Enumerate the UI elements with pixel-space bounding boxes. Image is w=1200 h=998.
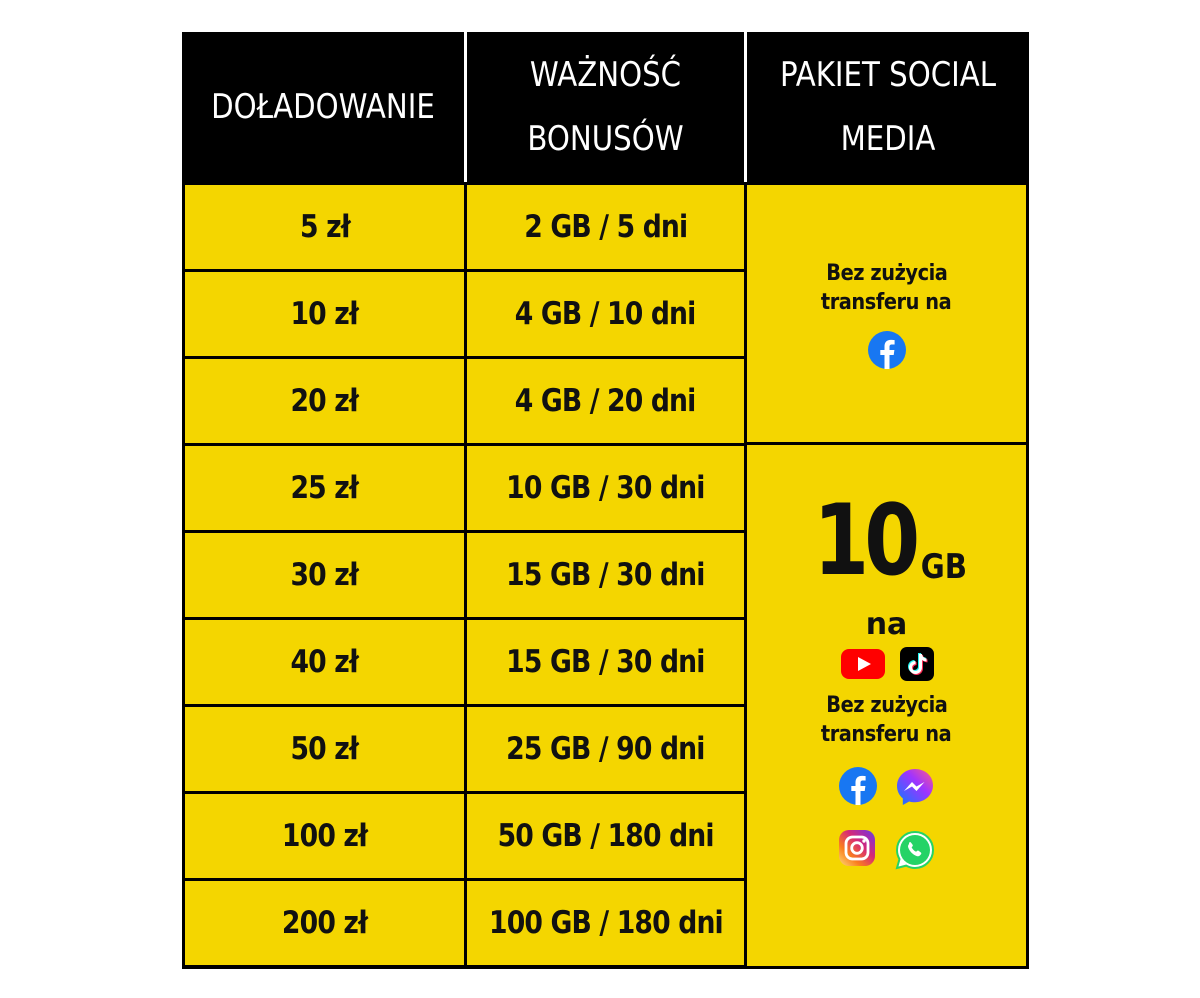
- big-unit: GB: [920, 547, 967, 587]
- bonus-cell-label: 100 GB / 180 dni: [488, 905, 723, 941]
- no-transfer-line1: Bez zużycia: [825, 260, 948, 286]
- bonus-cell: [467, 359, 744, 443]
- header-pakiet-line2: MEDIA: [840, 119, 936, 159]
- social-package-group-1: [747, 185, 1026, 442]
- big-data-amount: [802, 484, 970, 598]
- amount-cell: [185, 707, 464, 791]
- amount-cell-label: 25 zł: [290, 470, 359, 506]
- messenger-icon: [895, 767, 935, 807]
- amount-cell: [185, 881, 464, 965]
- bonus-cell: [467, 185, 744, 269]
- header-waznosc-line2: BONUSÓW: [527, 119, 684, 159]
- header-separator: [464, 32, 467, 182]
- amount-cell-label: 5 zł: [299, 209, 350, 245]
- header-separator: [744, 32, 747, 182]
- amount-cell: [185, 446, 464, 530]
- header-pakiet-social-media: [767, 32, 1010, 182]
- social-icons-row-2: [838, 829, 936, 871]
- amount-cell-label: 20 zł: [290, 383, 359, 419]
- bonus-cell: [467, 707, 744, 791]
- no-transfer-line2: transferu na: [821, 289, 952, 315]
- bonus-cell-label: 25 GB / 90 dni: [506, 731, 705, 767]
- header-doladowanie: [202, 32, 445, 182]
- whatsapp-icon: [894, 829, 936, 871]
- tiktok-icon: [900, 647, 934, 681]
- facebook-icon: [868, 331, 906, 369]
- amount-cell-label: 200 zł: [281, 905, 368, 941]
- amount-cell: [185, 620, 464, 704]
- no-transfer-text: [812, 259, 960, 317]
- na-label: na: [865, 607, 908, 642]
- no-transfer-line1: Bez zużycia: [825, 693, 948, 718]
- bonus-cell-label: 4 GB / 10 dni: [515, 296, 696, 332]
- amount-cell: [185, 185, 464, 269]
- header-pakiet-line1: PAKIET SOCIAL: [779, 55, 997, 95]
- big-number: 10: [813, 484, 916, 598]
- amount-cell-label: 40 zł: [290, 644, 359, 680]
- bonus-cell: [467, 620, 744, 704]
- bonus-cell-label: 15 GB / 30 dni: [506, 557, 705, 593]
- instagram-icon: [838, 829, 876, 871]
- no-transfer-line2: transferu na: [821, 722, 952, 747]
- facebook-icon: [839, 767, 877, 807]
- amount-cell: [185, 794, 464, 878]
- amount-cell-label: 30 zł: [290, 557, 359, 593]
- bonus-cell-label: 4 GB / 20 dni: [515, 383, 696, 419]
- bonus-cell: [467, 446, 744, 530]
- streaming-icons: [840, 647, 934, 681]
- bonus-cell: [467, 881, 744, 965]
- bonus-cell: [467, 533, 744, 617]
- header-waznosc-bonusow: [486, 32, 724, 182]
- youtube-icon: [840, 647, 886, 681]
- amount-cell-label: 100 zł: [281, 818, 368, 854]
- amount-cell-label: 10 zł: [290, 296, 359, 332]
- amount-cell: [185, 272, 464, 356]
- bonus-cell: [467, 272, 744, 356]
- amount-cell-label: 50 zł: [290, 731, 359, 767]
- bonus-cell-label: 15 GB / 30 dni: [506, 644, 705, 680]
- bonus-cell-label: 2 GB / 5 dni: [523, 209, 688, 245]
- social-package-group-2: [747, 445, 1026, 966]
- bonus-cell-label: 10 GB / 30 dni: [506, 470, 705, 506]
- social-icons-row-1: [839, 767, 935, 807]
- bonus-cell: [467, 794, 744, 878]
- bonus-cell-label: 50 GB / 180 dni: [497, 818, 714, 854]
- no-transfer-text-2: [812, 691, 960, 749]
- header-doladowanie-label: DOŁADOWANIE: [211, 87, 435, 127]
- amount-cell: [185, 359, 464, 443]
- offer-table: [182, 32, 1029, 969]
- amount-cell: [185, 533, 464, 617]
- header-waznosc-line1: WAŻNOŚĆ: [529, 55, 682, 95]
